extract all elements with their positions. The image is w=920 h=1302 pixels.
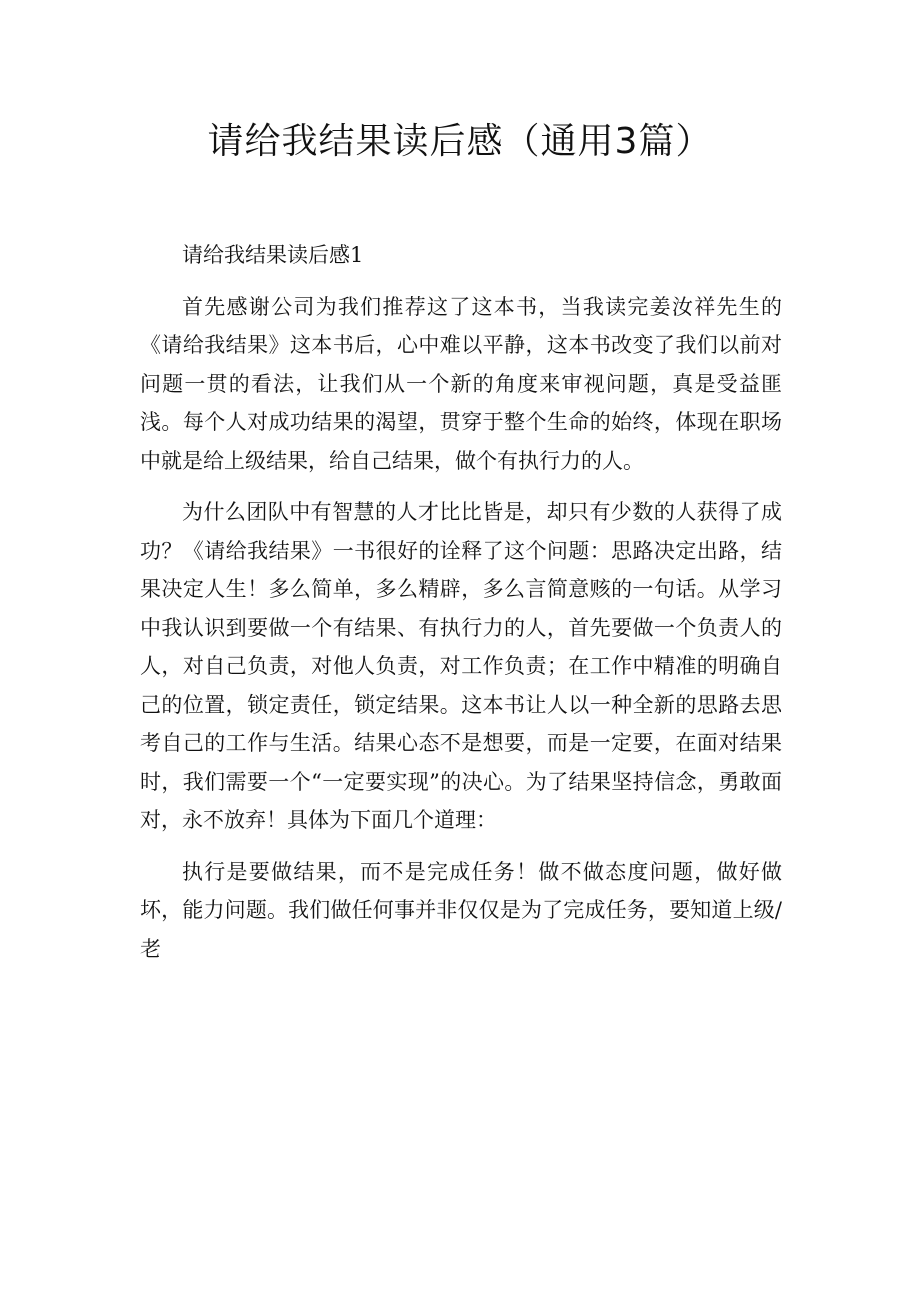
section-heading: 请给我结果读后感1	[182, 243, 364, 267]
document-title: 请给我结果读后感（通用3篇）	[207, 121, 713, 162]
paragraph: 为什么团队中有智慧的人才比比皆是，却只有少数的人获得了成功？《请给我结果》一书很好的诠释了这个问题：思路决定出路，结果决定人生！多么简单，多么精辟，多么言简意赅的一句话。从学习中我认识到要做一个有结果、有执行力的人，首先要做一个负责人的人，对自己负责，对他人负责，对工作负责；在工作中精准的明确自己的位置，锁定责任，锁定结果。这本书让人以一种全新的思路去思考自己的工作与生活。结果心态不是想要，而是一定要，在面对结果时，我们需要一个“一定要实现”的决心。为了结果坚持信念，勇敢面对，永不放弃！具体为下面几个道理：	[140, 500, 782, 832]
paragraph: 首先感谢公司为我们推荐这了这本书，当我读完姜汝祥先生的《请给我结果》这本书后，心中难以平静，这本书改变了我们以前对问题一贯的看法，让我们从一个新的角度来审视问题，真是受益匪浅。每个人对成功结果的渴望，贯穿于整个生命的始终，体现在职场中就是给上级结果，给自己结果，做个有执行力的人。	[140, 294, 782, 473]
paragraph: 执行是要做结果，而不是完成任务！做不做态度问题，做好做坏，能力问题。我们做任何事并非仅仅是为了完成任务，要知道上级/老	[140, 859, 782, 961]
document-body	[140, 236, 782, 981]
